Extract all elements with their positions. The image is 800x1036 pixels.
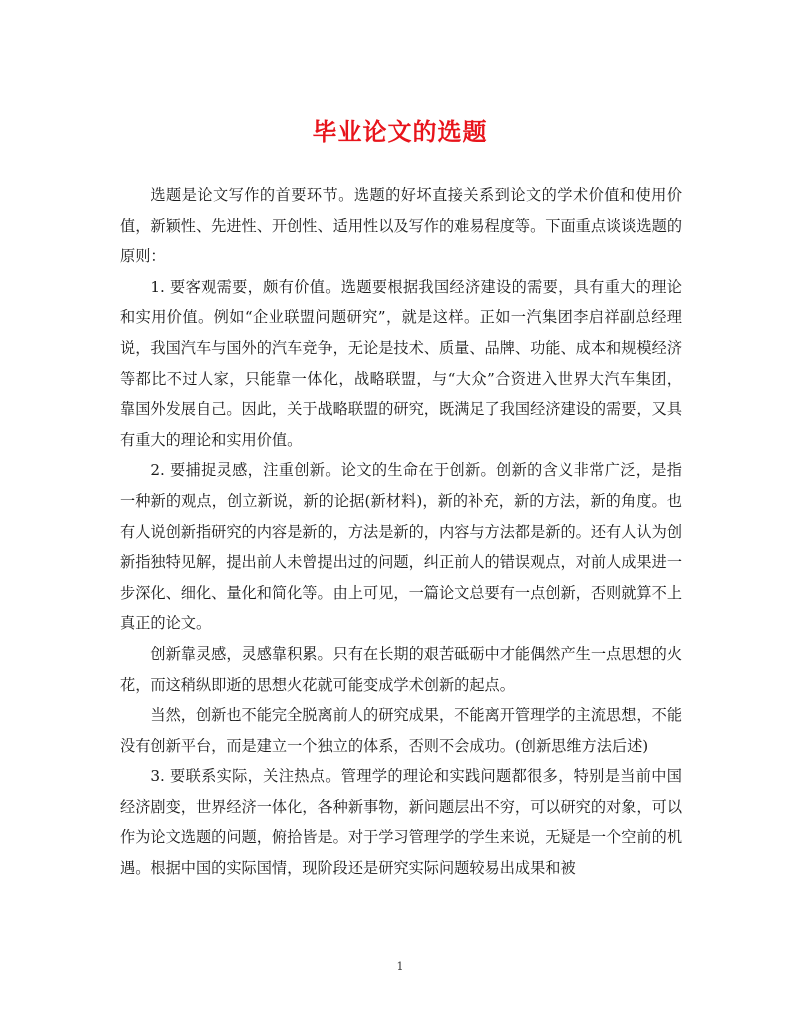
- paragraph-innovation-foundation: 当然，创新也不能完全脱离前人的研究成果，不能离开管理学的主流思想，不能没有创新平台，而是建立一个独立的体系，否则不会成功。(创新思维方法后述): [120, 706, 682, 755]
- paragraph-principle-3: 3. 要联系实际，关注热点。管理学的理论和实践问题都很多，特别是当前中国经济剧变，世界经济一体化，各种新事物，新问题层出不穷，可以研究的对象，可以作为论文选题的问题，俯拾皆是。对于学习管理学的学生来说，无疑是一个空前的机遇。根据中国的实际国情，现阶段还是研究实际问题较易出成果和被: [120, 767, 682, 878]
- paragraph-principle-1: 1. 要客观需要，颇有价值。选题要根据我国经济建设的需要，具有重大的理论和实用价值。例如“企业联盟问题研究”，就是这样。正如一汽集团李启祥副总经理说，我国汽车与国外的汽车竞争，无论是技术、质量、品牌、功能、成本和规模经济等都比不过人家，只能靠一体化，战略联盟，与“大众”合资进入世界大汽车集团，靠国外发展自己。因此，关于战略联盟的研究，既满足了我国经济建设的需要，又具有重大的理论和实用价值。: [120, 277, 682, 449]
- paragraph-innovation-inspiration: 创新靠灵感，灵感靠积累。只有在长期的艰苦砥砺中才能偶然产生一点思想的火花，而这稍纵即逝的思想火花就可能变成学术创新的起点。: [120, 644, 682, 694]
- page-number: 1: [396, 960, 404, 973]
- paragraph-principle-2: 2. 要捕捉灵感，注重创新。论文的生命在于创新。创新的含义非常广泛，是指一种新的观点，创立新说，新的论据(新材料)，新的补充，新的方法，新的角度。也有人说创新指研究的内容是新的，方法是新的，内容与方法都是新的。还有人认为创新指独特见解，提出前人未曾提出过的问题，纠正前人的错误观点，对前人成果进一步深化、细化、量化和简化等。由上可见，一篇论文总要有一点创新，否则就算不上真正的论文。: [120, 461, 682, 633]
- document-body: [120, 180, 682, 884]
- paragraph-intro: 选题是论文写作的首要环节。选题的好坏直接关系到论文的学术价值和使用价值，新颖性、先进性、开创性、适用性以及写作的难易程度等。下面重点谈谈选题的原则：: [120, 186, 682, 266]
- page-title: 毕业论文的选题: [312, 117, 488, 146]
